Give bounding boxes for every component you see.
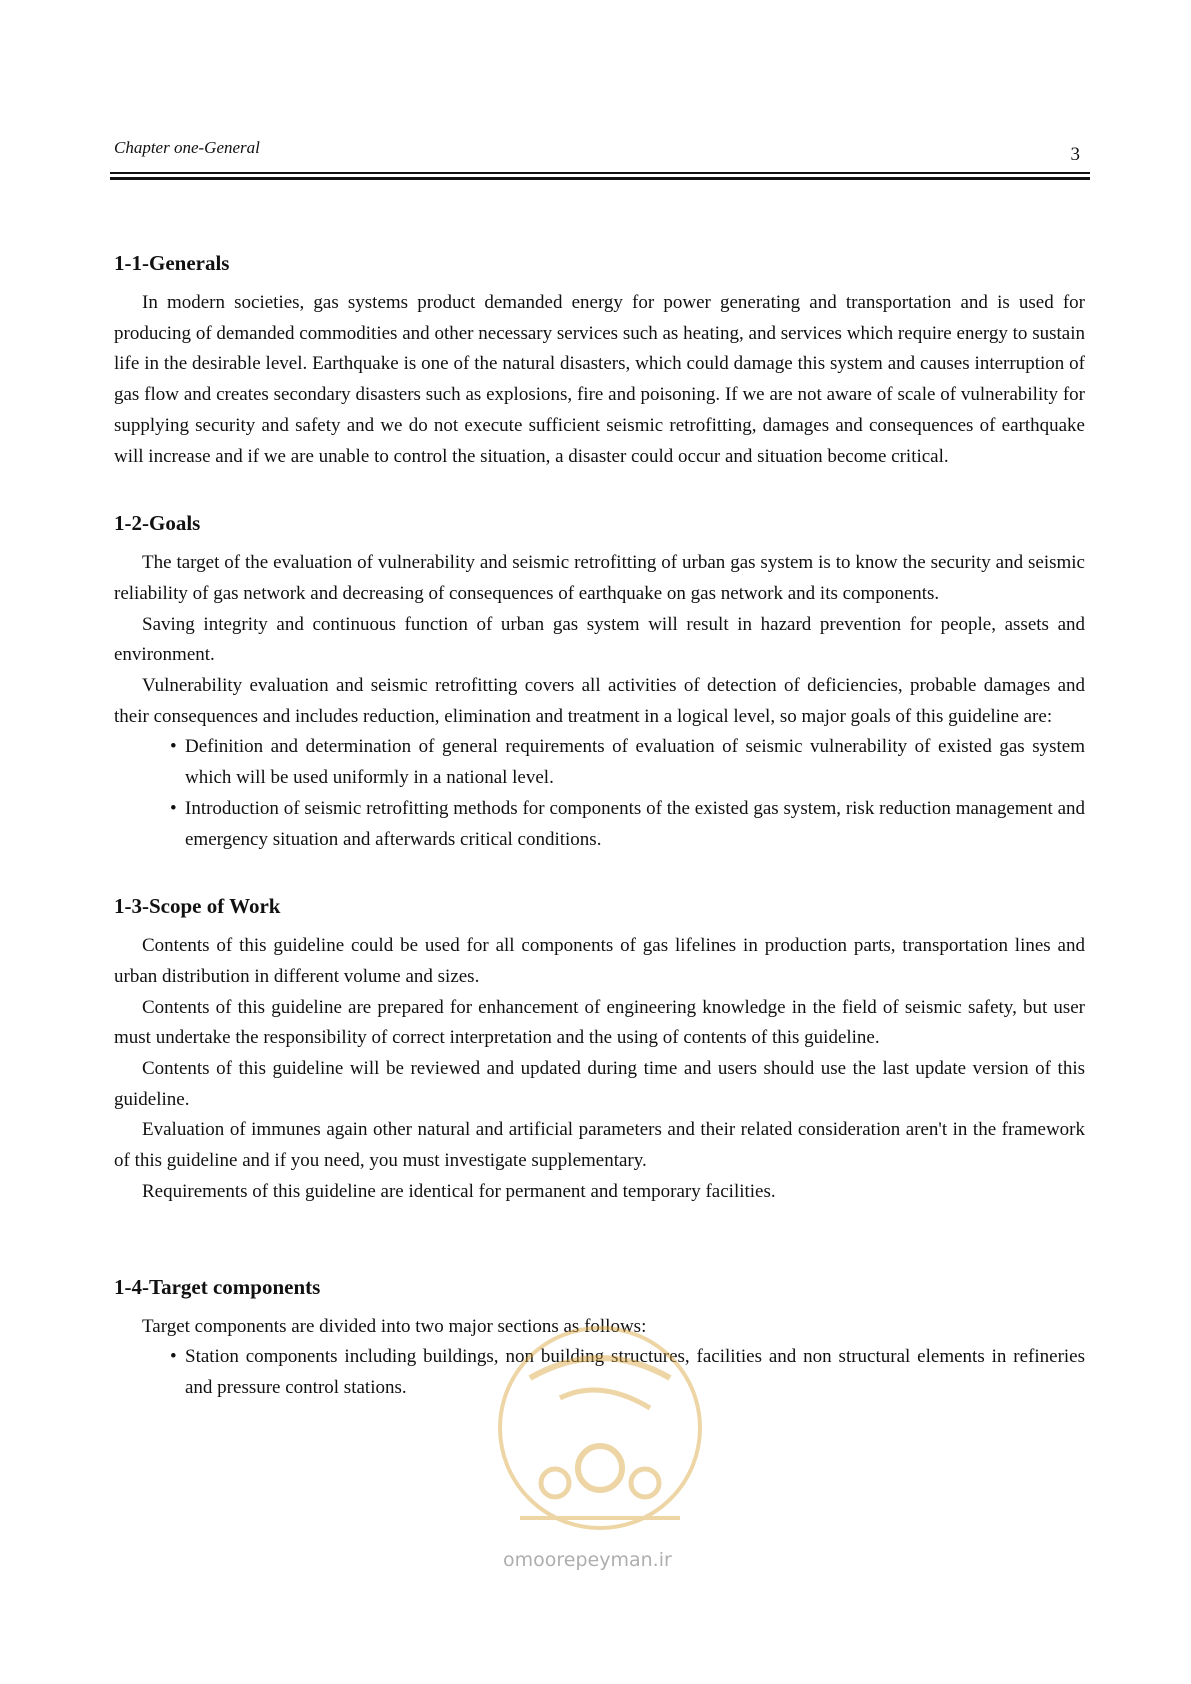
section-heading: 1-2-Goals — [114, 511, 201, 536]
paragraph: Contents of this guideline will be reviewed and updated during time and users should use the last update version of this guideline. — [114, 1058, 1085, 1110]
watermark-text: omoorepeyman.ir — [503, 1549, 672, 1571]
paragraph: The target of the evaluation of vulnerability and seismic retrofitting of urban gas system is to know the security and seismic reliability of gas network and decreasing of consequences of earthquake on gas network and its components. — [114, 552, 1085, 604]
page-number: 3 — [1070, 144, 1080, 165]
paragraph: In modern societies, gas systems product demanded energy for power generating and transportation and is used for producing of demanded commodities and other necessary services such as heating, and services which require energy to sustain life in the desirable level. Earthquake is one of the natural disasters, which could damage this system and causes interruption of gas flow and creates secondary disasters such as explosions, fire and poisoning. If we are not aware of scale of vulnerability for supplying security and safety and we do not execute sufficient seismic retrofitting, damages and consequences of earthquake will increase and if we are unable to control the situation, a disaster could occur and situation become critical. — [114, 292, 1085, 467]
paragraph: Vulnerability evaluation and seismic retrofitting covers all activities of detection of deficiencies, probable damages and their consequences and includes reduction, elimination and treatment in a logical level, so major goals of this guideline are: — [114, 675, 1085, 727]
header-rule-thick — [110, 177, 1090, 180]
section-scope-of-work — [114, 891, 1085, 1207]
section-generals — [114, 248, 1085, 472]
header-rule-thin — [110, 172, 1090, 174]
paragraph: Saving integrity and continuous function of urban gas system will result in hazard prevention for people, assets and environment. — [114, 613, 1085, 666]
list-item: • Definition and determination of general requirements of evaluation of seismic vulnerability of existed gas system which will be used uniformly in a national level. — [170, 732, 1085, 793]
bullet-icon: • — [170, 1346, 177, 1368]
list-item: • Station components including buildings, non building structures, facilities and non structural elements in refineries and pressure control stations. — [170, 1342, 1085, 1403]
document-body — [114, 248, 1085, 1440]
list-item: • Introduction of seismic retrofitting methods for components of the existed gas system, risk reduction management and emergency situation and afterwards critical conditions. — [170, 794, 1085, 855]
chapter-title: Chapter one-General — [114, 138, 260, 157]
paragraph: Requirements of this guideline are identical for permanent and temporary facilities. — [142, 1180, 776, 1202]
bullet-list — [114, 732, 1085, 855]
section-goals — [114, 508, 1085, 855]
paragraph: Target components are divided into two major sections as follows: — [142, 1315, 647, 1337]
paragraph: Contents of this guideline could be used for all components of gas lifelines in production parts, transportation lines and urban distribution in different volume and sizes. — [114, 935, 1085, 987]
paragraph: Contents of this guideline are prepared for enhancement of engineering knowledge in the field of seismic safety, but user must undertake the responsibility of correct interpretation and the using of contents of this guideline. — [114, 996, 1085, 1049]
bullet-icon: • — [170, 797, 177, 819]
section-heading: 1-1-Generals — [114, 251, 230, 275]
bullet-icon: • — [170, 736, 177, 758]
section-heading: 1-3-Scope of Work — [114, 894, 281, 919]
section-target-components — [114, 1272, 1085, 1404]
paragraph: Evaluation of immunes again other natural and artificial parameters and their related consideration aren't in the framework of this guideline and if you need, you must investigate supplementary. — [114, 1119, 1085, 1172]
bullet-list — [114, 1342, 1085, 1403]
section-heading: 1-4-Target components — [114, 1274, 321, 1299]
